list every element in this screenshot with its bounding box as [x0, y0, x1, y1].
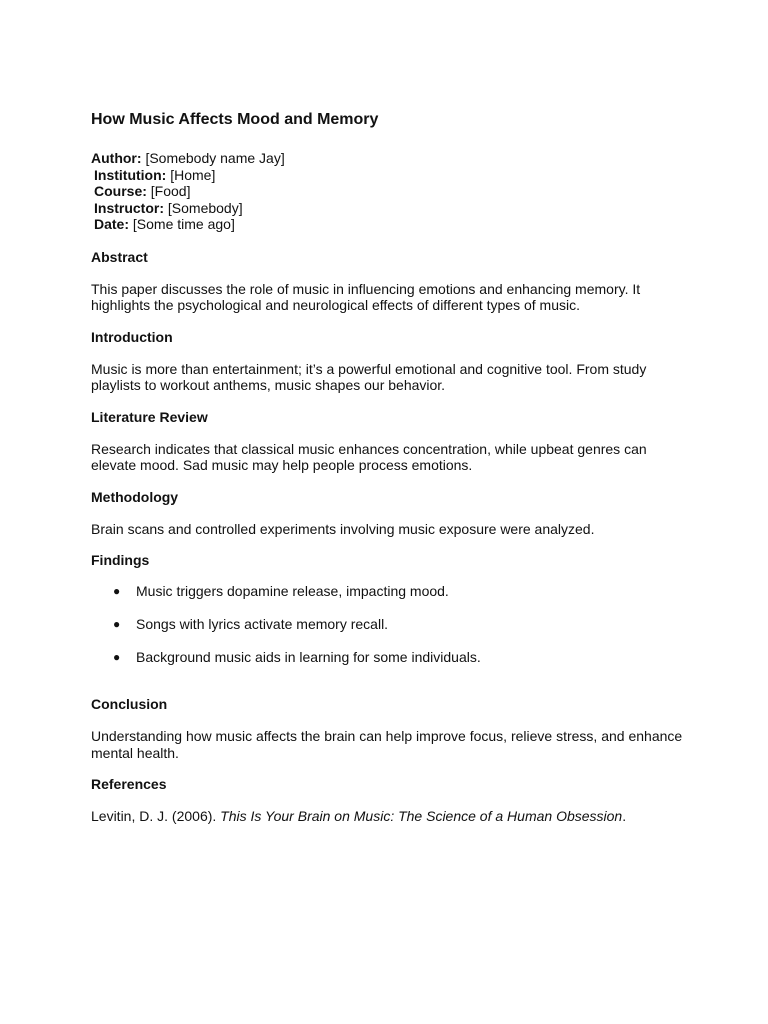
meta-author-label: Author: [91, 150, 142, 166]
reference-suffix: . [622, 808, 627, 824]
introduction-text: Music is more than entertainment; it’s a powerful emotional and cognitive tool. From study playlists to workout anthems, music shapes our behavior. [91, 360, 647, 393]
literature-review-text: Research indicates that classical music enhances concentration, while upbeat genres can elevate mood. Sad music may help people process emotions. [91, 440, 647, 473]
finding-text: Music triggers dopamine release, impacting mood. [136, 583, 449, 599]
conclusion-heading: Conclusion [91, 696, 168, 712]
meta-institution-value: [Home] [170, 166, 216, 183]
meta-instructor [91, 200, 691, 217]
list-item [91, 616, 691, 633]
meta-date-value: [Some time ago] [132, 216, 235, 232]
meta-course-label: Course: [94, 183, 147, 199]
bullet-icon: ● [113, 650, 121, 664]
finding-text: Background music aids in learning for some individuals. [136, 649, 481, 665]
finding-text: Songs with lyrics activate memory recall. [136, 616, 389, 632]
meta-date-label: Date: [94, 216, 130, 232]
list-item [91, 583, 691, 600]
bullet-icon: ● [113, 584, 121, 598]
reference-author-year: Levitin, D. J. (2006). [91, 808, 221, 824]
references-heading: References [91, 776, 167, 792]
meta-institution [91, 167, 691, 184]
author-meta [91, 150, 691, 233]
introduction-heading: Introduction [91, 328, 173, 345]
meta-course-value: [Food] [150, 183, 191, 199]
meta-date [91, 216, 691, 233]
document-page [91, 108, 691, 825]
meta-instructor-value: [Somebody] [167, 199, 243, 216]
findings-list [91, 583, 691, 666]
meta-institution-label: Institution: [94, 166, 167, 183]
literature-review-heading: Literature Review [91, 408, 208, 425]
meta-course [91, 183, 691, 200]
conclusion-text: Understanding how music affects the brain can help improve focus, relieve stress, and enhance mental health. [91, 728, 683, 761]
abstract-text: This paper discusses the role of music in influencing emotions and enhancing memory. It highlights the psychological and neurological effects of different types of music. [91, 280, 641, 313]
page-title: How Music Affects Mood and Memory [91, 111, 379, 128]
meta-author-value: [Somebody name Jay] [145, 150, 285, 166]
abstract-heading: Abstract [91, 248, 148, 265]
bullet-icon: ● [113, 617, 121, 631]
list-item [91, 649, 691, 666]
meta-instructor-label: Instructor: [94, 199, 164, 216]
methodology-heading: Methodology [91, 488, 179, 505]
meta-author [91, 150, 691, 167]
reference-title: This Is Your Brain on Music: The Science of a Human Obsession [220, 808, 623, 824]
methodology-text: Brain scans and controlled experiments involving music exposure were analyzed. [91, 520, 595, 537]
findings-heading: Findings [91, 552, 150, 568]
reference-entry [91, 808, 691, 825]
